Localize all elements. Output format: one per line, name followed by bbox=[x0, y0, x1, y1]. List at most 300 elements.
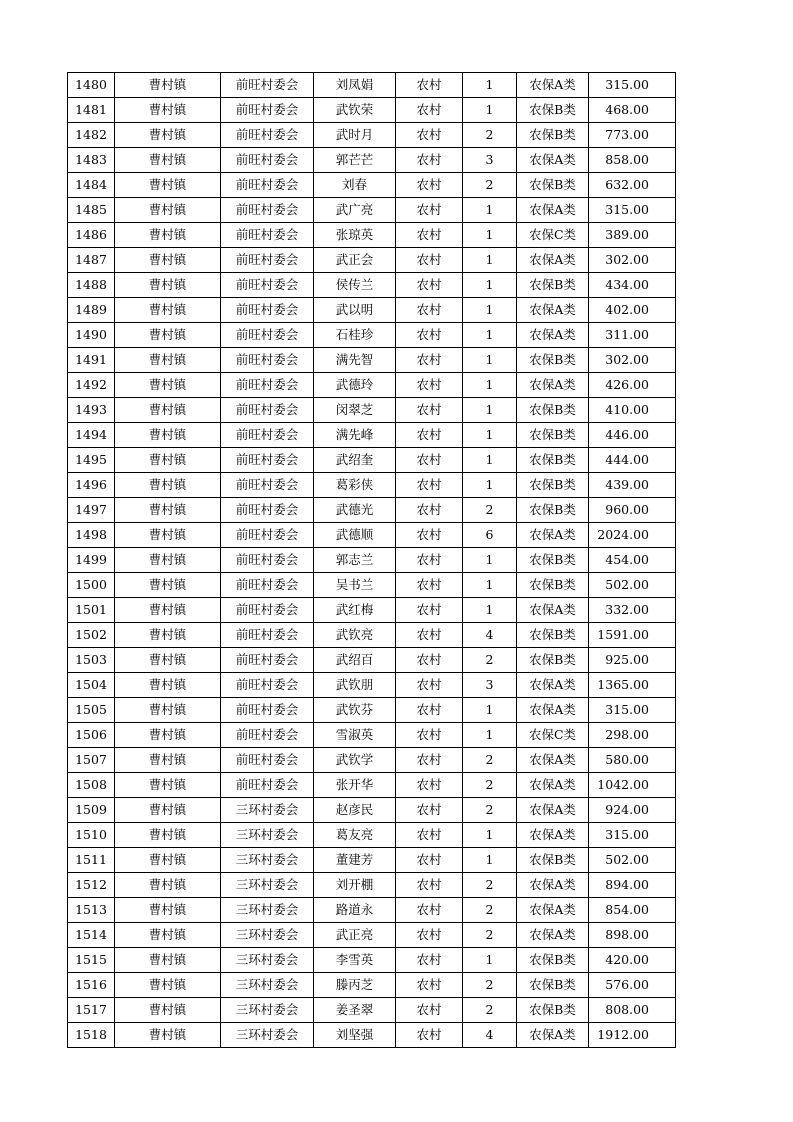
row-number: 1502 bbox=[68, 623, 115, 648]
town-cell: 曹村镇 bbox=[115, 348, 221, 373]
row-number: 1486 bbox=[68, 223, 115, 248]
category-cell: 农保B类 bbox=[517, 273, 589, 298]
table-row bbox=[68, 173, 676, 198]
area-cell: 农村 bbox=[396, 823, 463, 848]
village-cell: 前旺村委会 bbox=[221, 548, 314, 573]
persons-cell: 1 bbox=[463, 698, 517, 723]
table-row bbox=[68, 448, 676, 473]
town-cell: 曹村镇 bbox=[115, 448, 221, 473]
area-cell: 农村 bbox=[396, 898, 463, 923]
row-number: 1515 bbox=[68, 948, 115, 973]
town-cell: 曹村镇 bbox=[115, 623, 221, 648]
area-cell: 农村 bbox=[396, 448, 463, 473]
town-cell: 曹村镇 bbox=[115, 573, 221, 598]
amount-cell: 580.00 bbox=[589, 748, 676, 773]
persons-cell: 1 bbox=[463, 473, 517, 498]
persons-cell: 1 bbox=[463, 423, 517, 448]
category-cell: 农保A类 bbox=[517, 873, 589, 898]
town-cell: 曹村镇 bbox=[115, 798, 221, 823]
village-cell: 前旺村委会 bbox=[221, 673, 314, 698]
table-row bbox=[68, 998, 676, 1023]
table-row bbox=[68, 773, 676, 798]
name-cell: 刘开棚 bbox=[314, 873, 396, 898]
table-row bbox=[68, 223, 676, 248]
persons-cell: 1 bbox=[463, 398, 517, 423]
row-number: 1480 bbox=[68, 73, 115, 98]
category-cell: 农保B类 bbox=[517, 998, 589, 1023]
persons-cell: 1 bbox=[463, 323, 517, 348]
persons-cell: 2 bbox=[463, 898, 517, 923]
area-cell: 农村 bbox=[396, 298, 463, 323]
table-row bbox=[68, 498, 676, 523]
village-cell: 前旺村委会 bbox=[221, 623, 314, 648]
table-row bbox=[68, 923, 676, 948]
amount-cell: 858.00 bbox=[589, 148, 676, 173]
village-cell: 前旺村委会 bbox=[221, 248, 314, 273]
table-row bbox=[68, 198, 676, 223]
category-cell: 农保A类 bbox=[517, 248, 589, 273]
amount-cell: 894.00 bbox=[589, 873, 676, 898]
persons-cell: 1 bbox=[463, 198, 517, 223]
persons-cell: 1 bbox=[463, 448, 517, 473]
row-number: 1497 bbox=[68, 498, 115, 523]
category-cell: 农保A类 bbox=[517, 748, 589, 773]
area-cell: 农村 bbox=[396, 73, 463, 98]
name-cell: 武钦朋 bbox=[314, 673, 396, 698]
table-row bbox=[68, 473, 676, 498]
amount-cell: 315.00 bbox=[589, 698, 676, 723]
amount-cell: 924.00 bbox=[589, 798, 676, 823]
name-cell: 董建芳 bbox=[314, 848, 396, 873]
persons-cell: 1 bbox=[463, 98, 517, 123]
amount-cell: 311.00 bbox=[589, 323, 676, 348]
persons-cell: 1 bbox=[463, 298, 517, 323]
area-cell: 农村 bbox=[396, 723, 463, 748]
village-cell: 前旺村委会 bbox=[221, 298, 314, 323]
persons-cell: 2 bbox=[463, 773, 517, 798]
name-cell: 武广亮 bbox=[314, 198, 396, 223]
row-number: 1496 bbox=[68, 473, 115, 498]
name-cell: 武钦学 bbox=[314, 748, 396, 773]
village-cell: 前旺村委会 bbox=[221, 148, 314, 173]
town-cell: 曹村镇 bbox=[115, 123, 221, 148]
persons-cell: 2 bbox=[463, 798, 517, 823]
name-cell: 葛彩侠 bbox=[314, 473, 396, 498]
row-number: 1503 bbox=[68, 648, 115, 673]
category-cell: 农保A类 bbox=[517, 898, 589, 923]
area-cell: 农村 bbox=[396, 373, 463, 398]
persons-cell: 1 bbox=[463, 823, 517, 848]
town-cell: 曹村镇 bbox=[115, 873, 221, 898]
village-cell: 前旺村委会 bbox=[221, 373, 314, 398]
town-cell: 曹村镇 bbox=[115, 298, 221, 323]
area-cell: 农村 bbox=[396, 348, 463, 373]
table-row bbox=[68, 73, 676, 98]
area-cell: 农村 bbox=[396, 748, 463, 773]
amount-cell: 420.00 bbox=[589, 948, 676, 973]
persons-cell: 1 bbox=[463, 598, 517, 623]
area-cell: 农村 bbox=[396, 498, 463, 523]
category-cell: 农保B类 bbox=[517, 623, 589, 648]
area-cell: 农村 bbox=[396, 698, 463, 723]
area-cell: 农村 bbox=[396, 473, 463, 498]
town-cell: 曹村镇 bbox=[115, 698, 221, 723]
amount-cell: 332.00 bbox=[589, 598, 676, 623]
row-number: 1488 bbox=[68, 273, 115, 298]
row-number: 1492 bbox=[68, 373, 115, 398]
table-row bbox=[68, 948, 676, 973]
category-cell: 农保A类 bbox=[517, 148, 589, 173]
name-cell: 姜圣翠 bbox=[314, 998, 396, 1023]
row-number: 1513 bbox=[68, 898, 115, 923]
persons-cell: 2 bbox=[463, 498, 517, 523]
village-cell: 前旺村委会 bbox=[221, 448, 314, 473]
town-cell: 曹村镇 bbox=[115, 373, 221, 398]
town-cell: 曹村镇 bbox=[115, 923, 221, 948]
amount-cell: 632.00 bbox=[589, 173, 676, 198]
area-cell: 农村 bbox=[396, 398, 463, 423]
town-cell: 曹村镇 bbox=[115, 673, 221, 698]
village-cell: 前旺村委会 bbox=[221, 123, 314, 148]
category-cell: 农保A类 bbox=[517, 598, 589, 623]
row-number: 1494 bbox=[68, 423, 115, 448]
town-cell: 曹村镇 bbox=[115, 173, 221, 198]
village-cell: 三环村委会 bbox=[221, 948, 314, 973]
persons-cell: 1 bbox=[463, 73, 517, 98]
amount-cell: 298.00 bbox=[589, 723, 676, 748]
category-cell: 农保A类 bbox=[517, 198, 589, 223]
name-cell: 郭芒芒 bbox=[314, 148, 396, 173]
persons-cell: 6 bbox=[463, 523, 517, 548]
amount-cell: 808.00 bbox=[589, 998, 676, 1023]
amount-cell: 502.00 bbox=[589, 573, 676, 598]
name-cell: 武以明 bbox=[314, 298, 396, 323]
town-cell: 曹村镇 bbox=[115, 423, 221, 448]
persons-cell: 1 bbox=[463, 248, 517, 273]
row-number: 1517 bbox=[68, 998, 115, 1023]
amount-cell: 315.00 bbox=[589, 198, 676, 223]
table-row bbox=[68, 373, 676, 398]
persons-cell: 1 bbox=[463, 348, 517, 373]
village-cell: 三环村委会 bbox=[221, 873, 314, 898]
category-cell: 农保A类 bbox=[517, 73, 589, 98]
amount-cell: 444.00 bbox=[589, 448, 676, 473]
village-cell: 三环村委会 bbox=[221, 923, 314, 948]
row-number: 1518 bbox=[68, 1023, 115, 1048]
row-number: 1512 bbox=[68, 873, 115, 898]
category-cell: 农保C类 bbox=[517, 223, 589, 248]
persons-cell: 1 bbox=[463, 848, 517, 873]
village-cell: 前旺村委会 bbox=[221, 323, 314, 348]
village-cell: 前旺村委会 bbox=[221, 223, 314, 248]
table-row bbox=[68, 698, 676, 723]
name-cell: 刘春 bbox=[314, 173, 396, 198]
town-cell: 曹村镇 bbox=[115, 148, 221, 173]
village-cell: 前旺村委会 bbox=[221, 73, 314, 98]
row-number: 1505 bbox=[68, 698, 115, 723]
area-cell: 农村 bbox=[396, 948, 463, 973]
town-cell: 曹村镇 bbox=[115, 548, 221, 573]
town-cell: 曹村镇 bbox=[115, 848, 221, 873]
town-cell: 曹村镇 bbox=[115, 948, 221, 973]
name-cell: 石桂珍 bbox=[314, 323, 396, 348]
amount-cell: 1591.00 bbox=[589, 623, 676, 648]
table-row bbox=[68, 548, 676, 573]
row-number: 1516 bbox=[68, 973, 115, 998]
persons-cell: 4 bbox=[463, 623, 517, 648]
category-cell: 农保B类 bbox=[517, 573, 589, 598]
table-row bbox=[68, 598, 676, 623]
amount-cell: 854.00 bbox=[589, 898, 676, 923]
name-cell: 武钦亮 bbox=[314, 623, 396, 648]
persons-cell: 1 bbox=[463, 548, 517, 573]
town-cell: 曹村镇 bbox=[115, 773, 221, 798]
town-cell: 曹村镇 bbox=[115, 1023, 221, 1048]
persons-cell: 3 bbox=[463, 673, 517, 698]
table-row bbox=[68, 648, 676, 673]
row-number: 1508 bbox=[68, 773, 115, 798]
row-number: 1501 bbox=[68, 598, 115, 623]
area-cell: 农村 bbox=[396, 173, 463, 198]
category-cell: 农保B类 bbox=[517, 98, 589, 123]
amount-cell: 315.00 bbox=[589, 73, 676, 98]
category-cell: 农保B类 bbox=[517, 123, 589, 148]
persons-cell: 2 bbox=[463, 748, 517, 773]
area-cell: 农村 bbox=[396, 873, 463, 898]
area-cell: 农村 bbox=[396, 273, 463, 298]
row-number: 1483 bbox=[68, 148, 115, 173]
village-cell: 三环村委会 bbox=[221, 1023, 314, 1048]
row-number: 1482 bbox=[68, 123, 115, 148]
area-cell: 农村 bbox=[396, 848, 463, 873]
persons-cell: 2 bbox=[463, 123, 517, 148]
category-cell: 农保A类 bbox=[517, 823, 589, 848]
row-number: 1493 bbox=[68, 398, 115, 423]
table-row bbox=[68, 398, 676, 423]
town-cell: 曹村镇 bbox=[115, 73, 221, 98]
category-cell: 农保B类 bbox=[517, 448, 589, 473]
village-cell: 三环村委会 bbox=[221, 848, 314, 873]
village-cell: 三环村委会 bbox=[221, 823, 314, 848]
name-cell: 武红梅 bbox=[314, 598, 396, 623]
name-cell: 雪淑英 bbox=[314, 723, 396, 748]
amount-cell: 454.00 bbox=[589, 548, 676, 573]
town-cell: 曹村镇 bbox=[115, 223, 221, 248]
row-number: 1489 bbox=[68, 298, 115, 323]
area-cell: 农村 bbox=[396, 123, 463, 148]
town-cell: 曹村镇 bbox=[115, 973, 221, 998]
name-cell: 武钦芬 bbox=[314, 698, 396, 723]
persons-cell: 1 bbox=[463, 573, 517, 598]
town-cell: 曹村镇 bbox=[115, 998, 221, 1023]
row-number: 1481 bbox=[68, 98, 115, 123]
area-cell: 农村 bbox=[396, 548, 463, 573]
area-cell: 农村 bbox=[396, 673, 463, 698]
row-number: 1485 bbox=[68, 198, 115, 223]
town-cell: 曹村镇 bbox=[115, 398, 221, 423]
table-row bbox=[68, 423, 676, 448]
table-row bbox=[68, 748, 676, 773]
village-cell: 前旺村委会 bbox=[221, 273, 314, 298]
town-cell: 曹村镇 bbox=[115, 898, 221, 923]
town-cell: 曹村镇 bbox=[115, 198, 221, 223]
roster-table bbox=[67, 72, 676, 1048]
name-cell: 闵翠芝 bbox=[314, 398, 396, 423]
table-row bbox=[68, 248, 676, 273]
village-cell: 三环村委会 bbox=[221, 973, 314, 998]
table-row bbox=[68, 798, 676, 823]
town-cell: 曹村镇 bbox=[115, 648, 221, 673]
category-cell: 农保A类 bbox=[517, 373, 589, 398]
amount-cell: 302.00 bbox=[589, 348, 676, 373]
amount-cell: 434.00 bbox=[589, 273, 676, 298]
village-cell: 前旺村委会 bbox=[221, 398, 314, 423]
row-number: 1507 bbox=[68, 748, 115, 773]
amount-cell: 426.00 bbox=[589, 373, 676, 398]
amount-cell: 439.00 bbox=[589, 473, 676, 498]
village-cell: 前旺村委会 bbox=[221, 698, 314, 723]
area-cell: 农村 bbox=[396, 1023, 463, 1048]
area-cell: 农村 bbox=[396, 423, 463, 448]
area-cell: 农村 bbox=[396, 998, 463, 1023]
village-cell: 前旺村委会 bbox=[221, 723, 314, 748]
category-cell: 农保A类 bbox=[517, 673, 589, 698]
category-cell: 农保B类 bbox=[517, 398, 589, 423]
village-cell: 前旺村委会 bbox=[221, 573, 314, 598]
roster-body bbox=[68, 73, 676, 1048]
row-number: 1487 bbox=[68, 248, 115, 273]
amount-cell: 389.00 bbox=[589, 223, 676, 248]
category-cell: 农保A类 bbox=[517, 798, 589, 823]
village-cell: 前旺村委会 bbox=[221, 523, 314, 548]
name-cell: 武德顺 bbox=[314, 523, 396, 548]
name-cell: 张琼英 bbox=[314, 223, 396, 248]
category-cell: 农保B类 bbox=[517, 848, 589, 873]
persons-cell: 2 bbox=[463, 648, 517, 673]
row-number: 1484 bbox=[68, 173, 115, 198]
village-cell: 三环村委会 bbox=[221, 998, 314, 1023]
category-cell: 农保B类 bbox=[517, 173, 589, 198]
table-row bbox=[68, 348, 676, 373]
row-number: 1499 bbox=[68, 548, 115, 573]
table-row bbox=[68, 273, 676, 298]
category-cell: 农保B类 bbox=[517, 948, 589, 973]
table-row bbox=[68, 623, 676, 648]
persons-cell: 1 bbox=[463, 723, 517, 748]
table-row bbox=[68, 298, 676, 323]
persons-cell: 1 bbox=[463, 373, 517, 398]
category-cell: 农保A类 bbox=[517, 523, 589, 548]
area-cell: 农村 bbox=[396, 973, 463, 998]
name-cell: 侯传兰 bbox=[314, 273, 396, 298]
amount-cell: 2024.00 bbox=[589, 523, 676, 548]
amount-cell: 898.00 bbox=[589, 923, 676, 948]
category-cell: 农保A类 bbox=[517, 698, 589, 723]
table-row bbox=[68, 523, 676, 548]
name-cell: 满先峰 bbox=[314, 423, 396, 448]
town-cell: 曹村镇 bbox=[115, 723, 221, 748]
category-cell: 农保B类 bbox=[517, 498, 589, 523]
row-number: 1504 bbox=[68, 673, 115, 698]
area-cell: 农村 bbox=[396, 248, 463, 273]
name-cell: 刘坚强 bbox=[314, 1023, 396, 1048]
name-cell: 武钦荣 bbox=[314, 98, 396, 123]
amount-cell: 502.00 bbox=[589, 848, 676, 873]
table-row bbox=[68, 873, 676, 898]
area-cell: 农村 bbox=[396, 148, 463, 173]
table-row bbox=[68, 123, 676, 148]
amount-cell: 960.00 bbox=[589, 498, 676, 523]
area-cell: 农村 bbox=[396, 648, 463, 673]
persons-cell: 2 bbox=[463, 923, 517, 948]
name-cell: 葛友亮 bbox=[314, 823, 396, 848]
amount-cell: 1365.00 bbox=[589, 673, 676, 698]
table-row bbox=[68, 1023, 676, 1048]
persons-cell: 2 bbox=[463, 973, 517, 998]
row-number: 1514 bbox=[68, 923, 115, 948]
category-cell: 农保A类 bbox=[517, 923, 589, 948]
category-cell: 农保A类 bbox=[517, 298, 589, 323]
category-cell: 农保A类 bbox=[517, 323, 589, 348]
table-row bbox=[68, 723, 676, 748]
amount-cell: 576.00 bbox=[589, 973, 676, 998]
category-cell: 农保B类 bbox=[517, 423, 589, 448]
village-cell: 前旺村委会 bbox=[221, 198, 314, 223]
name-cell: 刘凤娟 bbox=[314, 73, 396, 98]
amount-cell: 468.00 bbox=[589, 98, 676, 123]
persons-cell: 2 bbox=[463, 998, 517, 1023]
amount-cell: 446.00 bbox=[589, 423, 676, 448]
category-cell: 农保B类 bbox=[517, 973, 589, 998]
category-cell: 农保B类 bbox=[517, 648, 589, 673]
area-cell: 农村 bbox=[396, 623, 463, 648]
persons-cell: 1 bbox=[463, 948, 517, 973]
amount-cell: 410.00 bbox=[589, 398, 676, 423]
name-cell: 郭志兰 bbox=[314, 548, 396, 573]
amount-cell: 773.00 bbox=[589, 123, 676, 148]
village-cell: 前旺村委会 bbox=[221, 498, 314, 523]
table-row bbox=[68, 973, 676, 998]
category-cell: 农保B类 bbox=[517, 548, 589, 573]
name-cell: 路道永 bbox=[314, 898, 396, 923]
row-number: 1491 bbox=[68, 348, 115, 373]
area-cell: 农村 bbox=[396, 773, 463, 798]
persons-cell: 3 bbox=[463, 148, 517, 173]
name-cell: 武德光 bbox=[314, 498, 396, 523]
town-cell: 曹村镇 bbox=[115, 748, 221, 773]
village-cell: 前旺村委会 bbox=[221, 648, 314, 673]
area-cell: 农村 bbox=[396, 98, 463, 123]
row-number: 1490 bbox=[68, 323, 115, 348]
amount-cell: 925.00 bbox=[589, 648, 676, 673]
table-row bbox=[68, 898, 676, 923]
area-cell: 农村 bbox=[396, 323, 463, 348]
row-number: 1498 bbox=[68, 523, 115, 548]
village-cell: 前旺村委会 bbox=[221, 773, 314, 798]
village-cell: 三环村委会 bbox=[221, 798, 314, 823]
village-cell: 前旺村委会 bbox=[221, 173, 314, 198]
persons-cell: 1 bbox=[463, 223, 517, 248]
name-cell: 武德玲 bbox=[314, 373, 396, 398]
name-cell: 李雪英 bbox=[314, 948, 396, 973]
town-cell: 曹村镇 bbox=[115, 323, 221, 348]
town-cell: 曹村镇 bbox=[115, 473, 221, 498]
area-cell: 农村 bbox=[396, 798, 463, 823]
category-cell: 农保A类 bbox=[517, 1023, 589, 1048]
amount-cell: 1042.00 bbox=[589, 773, 676, 798]
persons-cell: 1 bbox=[463, 273, 517, 298]
amount-cell: 302.00 bbox=[589, 248, 676, 273]
